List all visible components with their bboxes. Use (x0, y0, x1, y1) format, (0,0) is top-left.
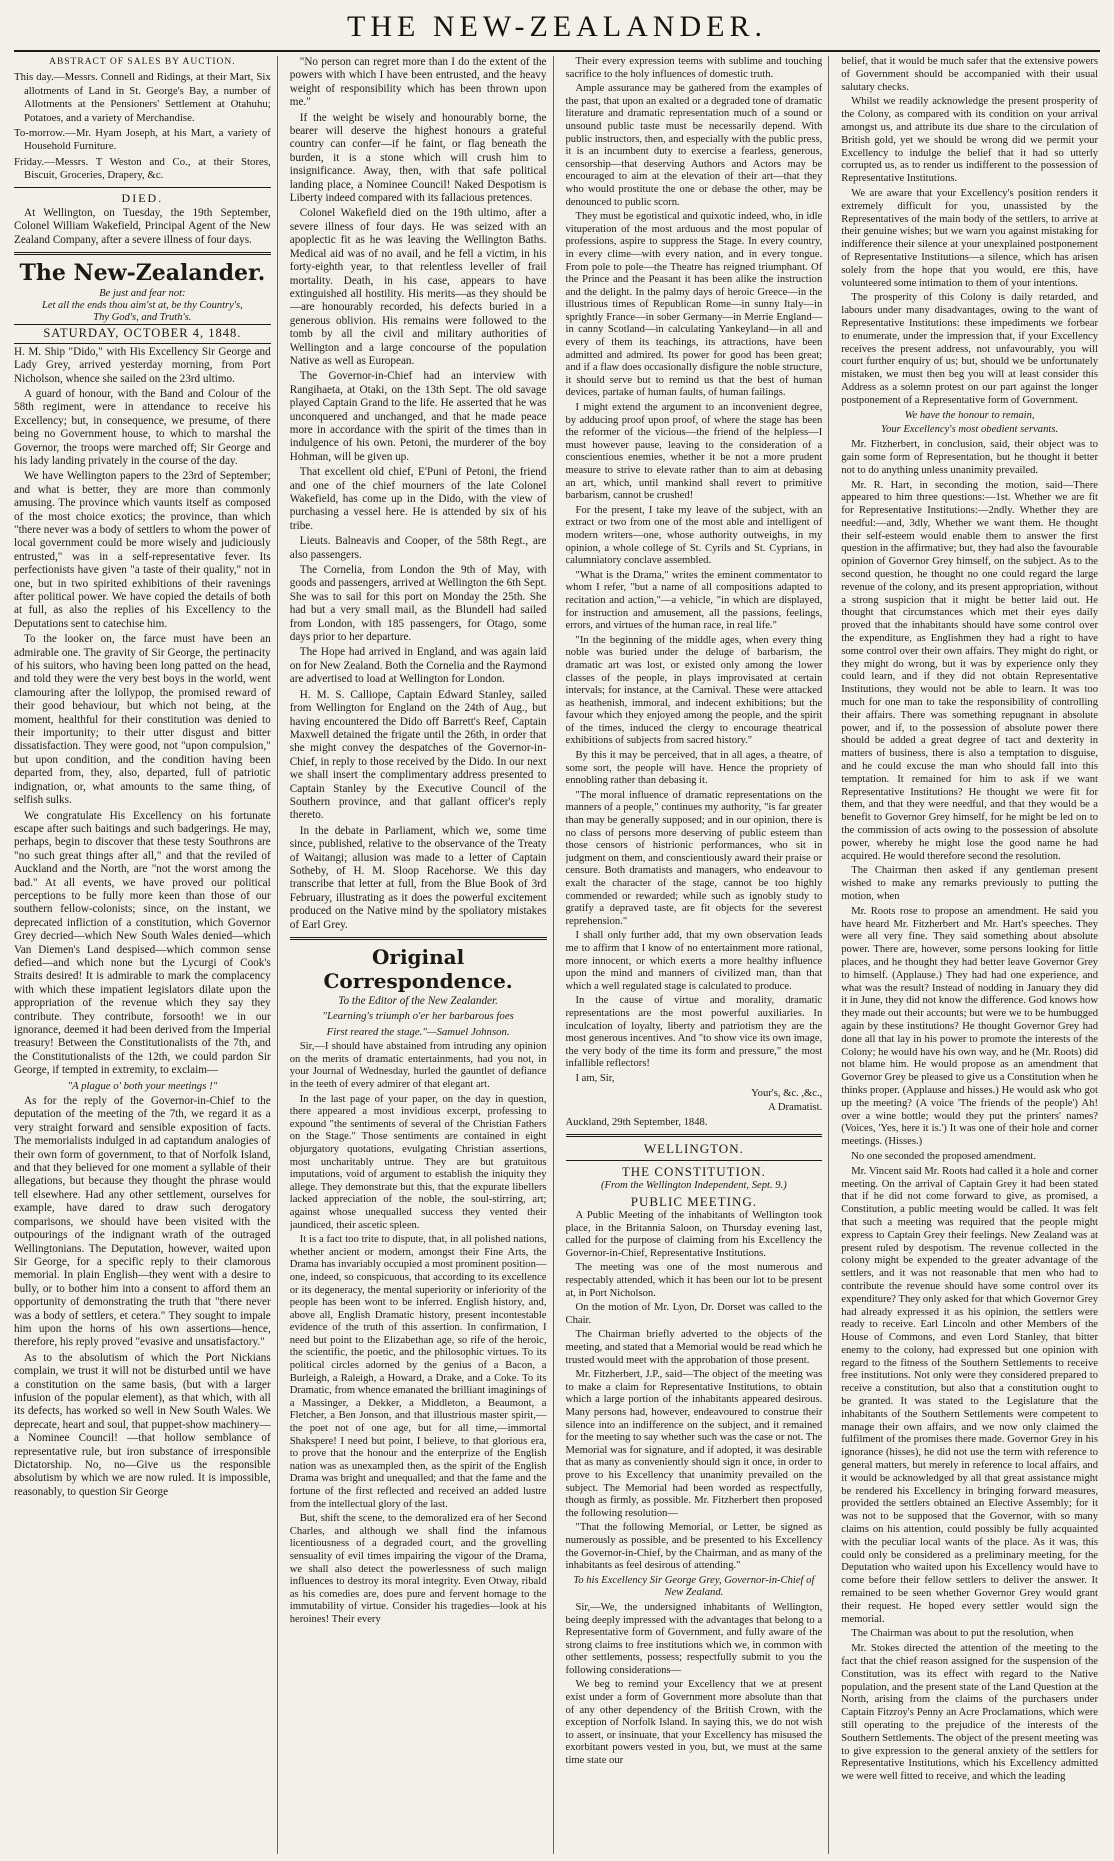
report-paragraph: No one seconded the proposed amendment. (851, 1150, 1036, 1162)
column-1 (14, 56, 278, 1854)
report-paragraph: The Chairman was about to put the resolution, when (851, 1628, 1074, 1640)
article-paragraph: The Governor-in-Chief had an interview with Rangihaeta, at Otaki, on the 13th Sept. The old savage played Captain Grand to the life. He asserted that he was unconquered and unchanged, and that he made peace more in accordance with the spirit of the times than in indulgence of his own. Petoni, the murderer of the boy Hohman, will be given up. (289, 370, 547, 463)
report-paragraph: Mr. Fitzherbert, J.P., said—The object of the meeting was to make a claim for Representative Institutions, to obtain which a large portion of the inhabitants appeared desirous. Many persons had, however, endeavoured to construe their silence into an indifference on the subject, and it remained for the meeting to say whether such was the case or not. The Memorial was for signature, and if adopted, it was desirable that as many as conveniently should sign it once, in order to prove to his Excellency that unanimity prevailed on the subject. The Memorial had been worded as respectfully, though as firmly, as possible. Mr. Fitzherbert then proposed the following resolution— (565, 1369, 823, 1519)
letter-paragraph: In the last page of your paper, on the day in question, there appeared a most invidious excerpt, professing to expound "the sentiments of several of the Christian Fathers on the Stage." Those sentiments are contained in eight objurgatory quotations, evulgating Christian assertions, most uncharitably untrue. They are but gratuitous imputations, void of argument to establish the iniquity they allege. They demonstrate but this, that the expurate libellers lacked appreciation of the noble, the soul-stirring, art; against whose unequalled success they vented their jaundiced, their ascetic spleen. (289, 1093, 547, 1231)
article-paragraph: That excellent old chief, E'Puni of Petoni, the friend and one of the chief mourners of the late Colonel Wakefield, has come up in the Dido, with the view of purchasing a vessel here. He is attended by six of his tribe. (289, 466, 547, 532)
article-paragraph: We have Wellington papers to the 23rd of September; and what is better, they are more than commonly amusing. The province which vaunts itself as composed of the most choice exotics; the province, than which "there never was a body of settlers to whom the power of local government could be more wisely and judiciously entrusted," was in a self-representative fever. Its perfectionists have given "a taste of their quality," not in one, but in two spirited exhibitions of their ravenings after political power. We have copied the details of both at full, as also the replies of his Excellency to the Deputations sent to catechise him. (14, 470, 271, 630)
divider (290, 937, 547, 940)
died-notice: At Wellington, on Tuesday, the 19th September, Colonel William Wakefield, Principal Agent of the New Zealand Company, after a severe illness of four days. (14, 207, 271, 246)
letter-paragraph: "In the beginning of the middle ages, when every thing noble was buried under the deluge of barbarism, the dramatic art was lost, or existed only among the lower classes of the people, in plays improvisated at certain intervals; for instance, at the Carnival. These were attacked as heathenish, immoral, and indecent exhibitions; but the favour which they enjoyed among the people, and the spirit of the times, induced the clergy to encourage theatrical exhibitions of subjects from sacred history." (565, 634, 823, 747)
wellington-heading: WELLINGTON. (643, 1141, 744, 1157)
quoted-line: "A plague o' both your meetings !" (67, 1079, 218, 1092)
article-paragraph: The Cornelia, from London the 9th of May, with goods and passengers, arrived at Wellington the 6th Sept. She was to sail for this port on Monday the 25th. She had but a very small mail, as the Blundell had sailed from London, with 185 passengers, for Otago, some days prior to her departure. (289, 564, 547, 644)
letter-paragraph: Sir,—I should have abstained from intruding any opinion on the merits of dramatic entertainments, had you not, in your Journal of Wednesday, hurled the gauntlet of defiance in the teeth of every admirer of that elegant art. (289, 1041, 547, 1090)
letter-closing: I am, Sir, (575, 1072, 615, 1084)
article-paragraph: To the looker on, the farce must have been an admirable one. The gravity of Sir George, the pertinacity of his suitors, who having been long patted on the head, and told they were the very best boys in the world, went clamouring after the lollypop, the promised reward of their good behaviour, but which not being, at the moment, healthful for their constitution was denied to their importunity; to their utter disgust and bitter dissatisfaction. They were good, not "upon compulsion," but upon condition, and the condition having been departed from, they, also, departed, full of patriotic indignation, or, what amounts to the same thing, of selfish sulks. (14, 633, 271, 807)
letter-paragraph: Ample assurance may be gathered from the examples of the past, that upon an exalted or a degraded tone of dramatic literature and dramatic representation much of a sound or unsound public taste must be necessarily depend. With public instructors, then, and especially with the public press, it is an incumbent duty to exercise a fearless, generous, censorship—that deserving Authors and Actors may be encouraged to aim at the elevation of their art—that they who would prostitute the one or debase the other, may be denounced to public scorn. (565, 83, 823, 208)
letter-paragraph: I might extend the argument to an inconvenient degree, by adducing proof upon proof, of where the stage has been the reformer of the vicious—the friend of the helpless—I must however pause, leaving to the consideration of a conscientious enemies, whether it be not a more prudent measure to strive to elevate rather than to aim at debasing an art, which, until mankind shall revert to primitive barbarism, cannot be crushed! (565, 402, 823, 502)
article-paragraph: H. M. S. Calliope, Captain Edward Stanley, sailed from Wellington for England on the 24th of Aug., but having encountered the Dido off Barrett's Reef, Captain Maxwell detained the frigate until the 26th, in order that she might convey the despatches of the Governor-in-Chief, in reply to those received by the Dido. In our next we shall insert the complimentary address presented to Captain Stanley by the Executive Council of the Southern province, and that gallant officer's reply thereto. (289, 688, 547, 822)
divider (566, 1160, 823, 1161)
masthead (0, 0, 1114, 56)
report-paragraph: The Chairman briefly adverted to the objects of the meeting, and stated that a Memorial would be read which he trusted would meet with the approbation of those present. (565, 1329, 823, 1366)
auction-item: This day.—Messrs. Connell and Ridings, at their Mart, Six allotments of Land in St. George's Bay, a number of Allotments at the Pensioners' Settlement at Otahuhu; Potatoes, and a variety of Merchandise. (14, 71, 271, 124)
letter-paragraph: They must be egotistical and quixotic indeed, who, in idle vituperation of the most arduous and the most popular of professions, aspire to suppress the Stage. In every country, in every clime—with every nation, and in every tongue. From pole to pole—the Theatre has reigned triumphant. Of the Prince and the Peasant it has been alike the instruction and the delight. In the palmy days of heroic Greece—in the illustrious times of Republican Rome—in sunny Italy—in sprightly France—in sober Germany—in Merrie England—in canny Scotland—in calculating Yankeyland—in all and every of them its teachings, its attractions, have been admitted and admired. Its power for good has been great; and if a flaw does occasionally disfigure the noble structure, it should serve but to remind us that the best of human devices, partake of human faults, of human failings. (565, 211, 823, 399)
letter-paragraph: But, shift the scene, to the demoralized era of her Second Charles, and although we shall find the infamous licentiousness of a degraded court, and the grovelling sensuality of evil times impairing the vigour of the Drama, we shall also detect the powerlessness of such malign influences to destroy its moral integrity. Even Otway, ribald as his comedies are, does pure and fervent homage to the immutability of virtue. Consider his tragedies—look at his heroines! Their every (289, 1513, 547, 1625)
report-paragraph: Mr. Fitzherbert, in conclusion, said, their object was to gain some form of Representation, but he thought it better not to do anything unless unanimity prevailed. (841, 439, 1098, 476)
masthead-rule (14, 50, 1100, 52)
report-paragraph: We are aware that your Excellency's position renders it extremely difficult for you, unassisted by the Representatives of the main body of the settlers, to arrive at their genuine wishes; but we warn you against mistaking for indifference their silence at your unexplained postponement of Representative Institutions—a silence, which has arisen solely from the hope that you would, ere this, have volunteered some intimation to them of your intentions. (841, 187, 1098, 289)
report-paragraph: The meeting was one of the most numerous and respectably attended, which it has been our lot to be present at, in Port Nicholson. (565, 1262, 823, 1299)
article-paragraph: The Hope had arrived in England, and was again laid on for New Zealand. Both the Cornelia and the Raymond are advertised to load at Wellington for London. (289, 646, 547, 686)
newspaper-title: THE NEW-ZEALANDER. (347, 10, 767, 43)
letter-paragraph: "What is the Drama," writes the eminent commentator to whom I refer, "but a name of all compositions adapted to recitation and action,"—a vehicle, "in which are displayed, for instruction and amusement, all the passions, feelings, errors, and virtues of the human race, in real life." (565, 569, 823, 632)
letter-signature: A Dramatist. (768, 1102, 823, 1114)
memorial-closing: Your Excellency's most obedient servants. (881, 424, 1059, 436)
article-paragraph: Lieuts. Balneavis and Cooper, of the 58th Regt., are also passengers. (289, 535, 547, 561)
report-paragraph: Mr. Roots rose to propose an amendment. He said you have heard Mr. Fitzherbert and Mr. Hart's speeches. They were all very fine. They said something about absolute power. There are, however, some persons looking for little places, and he thought they had better leave Governor Grey to himself. (Applause.) They had had one experience, and what was the result? Instead of nodding in January they did it in June, they did not know the difference. God knows how they made out their accounts; but were we to be humbugged again by these institutions? He thought Governor Grey had done all that lay in his power to promote the interests of the Colony; he would have his own way, and he (Mr. Roots) did not blame him. He would propose as an amendment that Governor Grey be pleased to give us a Constitution when he thinks proper. (Applause and hisses.) He would ask who got up the meeting? (A voice 'The friends of the people') Ah! over a wine bottle; would they put the printers' names? (Voices, 'Yes, here it is.') It was one of their hole and corner meetings. (Hisses.) (841, 905, 1098, 1148)
letter-paragraph: For the present, I take my leave of the subject, with an extract or two from one of the most able and intelligent of modern writers—one, whose authority outweighs, in my opinion, a whole college of St. Cyrils and St. Cyprians, in calumniatory conclave assembled. (565, 504, 823, 567)
column-3 (566, 56, 830, 1854)
report-paragraph: Mr. Stokes directed the attention of the meeting to the fact that the chief reason assigned for the suspension of the Constitution, was its effect with regard to the Native population, and the present state of the Land Question at the North, arising from the claims of the purchasers under Captain Fitzroy's Penny an Acre Proclamations, which were still operating to the prejudice of the interests of the Southern Settlements. The object of the present meeting was to give expression to the general anxiety of the settlers for Representative Institutions, which his Excellency admitted we were well fitted to receive, and which the leading (841, 1643, 1098, 1783)
article-paragraph: If the weight be wisely and honourably borne, the bearer will deserve the highest honours a grateful country can confer—if he faint, or flag beneath the burden, it is a stone which will crush him to insignificance. Away, then, with that safe political landing place, a Nominee Council! Naked Despotism is Liberty indeed compared with its fallacious pretences. (289, 111, 547, 205)
public-meeting-heading: PUBLIC MEETING. (630, 1193, 757, 1209)
letter-paragraph: "The moral influence of dramatic representations on the manners of a people," continues my authority, "is far greater than may be generally supposed; and in our opinion, there is no class of persons more deserving of public esteem than those censors of histrionic performances, who sit in judgment on them, and conscientiously award their praise or censure. Both dramatists and managers, who endeavour to exalt the character of the stage, cannot be too highly commended or rewarded; while such as ignobly study to gratify a depraved taste, are fit objects for the severest reprehension." (565, 789, 823, 927)
letter-paragraph: It is a fact too trite to dispute, that, in all polished nations, whether ancient or modern, amongst their Fine Arts, the Drama has invariably occupied a most prominent position—one, indeed, so conspicuous, that according to its excellence or its degeneracy, the mental superiority or inferiority of the people has been wont to be inferred. English history, and, above all, English Dramatic history, present incontestable evidence of the truth of this assertion. In confirmation, I need but point to the Elizabethan age, so rife of the heroic, the scientific, the poetic, and the philosophic virtues. To its political circles adorned by the genius of a Bacon, a Burleigh, a Raleigh, a Howard, a Drake, and a Coke. To its Dramatic, from whence emanated the brilliant imaginings of a Massinger, a Dekker, a Middleton, a Beaumont, a Fletcher, a Ben Jonson, and that illustrious master spirit,—the poet not of one age, but for all time,—immortal Shakspere! I need but point, I believe, to that glorious era, to prove that the honour and the enterprize of the English nation was as unexampled then, as the spirit of the English Drama was bright and unequalled; and that the fame and the fortune of the first reflected and received an added lustre from the intellectual glory of the last. (289, 1234, 547, 1510)
report-paragraph: We beg to remind your Excellency that we at present exist under a form of Government more absolute than that of any other dependency of the British Crown, with the exception of Norfolk Island. In saying this, we do not wish to assert, or insinuate, that your Excellency has misused the exorbitant powers vested in you, but, we must at the same time state our (565, 1679, 823, 1767)
correspondence-heading: Original Correspondence. (323, 945, 513, 993)
article-paragraph: As to the absolutism of which the Port Nickians complain, we trust it will not be disturbed until we have a constitution on the same basis, (but with a larger infusion of the popular element), as that which, with all its defects, has worked so well in New South Wales. We deprecate, heart and soul, that puppet-show machinery—a Nominee Council! —that hollow semblance of representative rule, but iron substance of irresponsible Dictatorship. No, no—Give us the responsible absolutism by which we are now ruled. It is impossible, reasonably, to question Sir George (14, 1351, 271, 1498)
article-paragraph: In the debate in Parliament, which we, some time since, published, relative to the observance of the Treaty of Waitangi; allusion was made to a letter of Captain Sotheby, of H. M. Sloop Racehorse. We this day transcribe that letter at full, from the Blue Book of 3rd February, illustrating as it does the powerful excitement produced on the Native mind by the spoliatory mistakes of Earl Grey. (289, 824, 547, 931)
letter-signoff: Your's, &c. ,&c., (751, 1087, 823, 1099)
article-paragraph: We congratulate His Excellency on his fortunate escape after such baitings and such badgerings. He may, perhaps, begin to discover that these testy Southrons are "no such great things after all," and that the reviled of Auckland and the North, are "not the worst among the bad." At all events, we have proved our political perceptions to be fully more keen than those of our southern fellow-colonists; since, on the instant, we deprecated infliction of a constitution, which Governor Grey decried—which New South Wales denied—which Van Diemen's Land despised—which common sense defied—and which none but the Lycurgi of Cook's Straits desired! It is admirable to mark the complacency with which these impatient legislators dilate upon the appropriation of the revenue which they say they contribute. They contribute, forsooth! we in our ignorance, deemed it had been derived from the Imperial treasury! Between the Constitutionalists of the 7th, and the Constitutionalists of the 12th, we could pardon Sir George, if tempted in extremity, to exclaim— (14, 809, 271, 1077)
article-source: (From the Wellington Independent, Sept. 9.) (601, 1180, 787, 1192)
epigraph-line: First reared the stage."—Samuel Johnson. (326, 1025, 510, 1038)
page-columns (14, 56, 1104, 1854)
report-paragraph: belief, that it would be much safer that the extensive powers of Government should be accompanied with their usual salutary checks. (841, 56, 1098, 93)
paper-name: The New-Zealander. (19, 260, 266, 287)
article-paragraph: A guard of honour, with the Band and Colour of the 58th regiment, were in attendance to receive his Excellency; but, in consequence, we presume, of there being no Government house, to which to marshal the Governor, the troops were marched off; Sir George and his lady landing privately in the course of the day. (14, 387, 271, 467)
report-paragraph: On the motion of Mr. Lyon, Dr. Dorset was called to the Chair. (565, 1302, 823, 1326)
letter-paragraph: Their every expression teems with sublime and touching sacrifice to the holy influences of domestic truth. (565, 56, 823, 80)
column-4 (841, 56, 1104, 1854)
motto-line: Be just and fear not: (99, 288, 186, 300)
constitution-heading: THE CONSTITUTION. (621, 1163, 766, 1179)
article-paragraph: Colonel Wakefield died on the 19th ultimo, after a severe illness of four days. He was seized with an apoplectic fit as he was leaving the Wellington Baths. Medical aid was of no avail, and he fell a victim, in his forty-eighth year, to that relentless leveller of frail mortality. Death, in his case, appears to have extinguished all hostility. His merits—as they should be—are honourably recorded, his defects buried in a generous oblivion. His remains were followed to the tomb by all the civil and military authorities of Wellington and a large concourse of the population Native as well as European. (289, 207, 547, 367)
divider (566, 1134, 823, 1137)
article-paragraph: As for the reply of the Governor-in-Chief to the deputation of the meeting of the 7th, we regard it as a very straight forward and sensible exposition of facts. The memorialists indulged in ad captandum analogies of their own form of government, to that of Norfolk Island, and that they believed for one moment a syllable of their allegations, but because they thought the phrase would tell elsewhere. Had any other settlement, ourselves for example, have dared to draw such derogatory comparisons, we should have been visited with the outpourings of the indignant wrath of the outraged Wellingtonians. The Deputation, however, waited upon Sir George, for a specific reply to their clamorous memorial. In plain English—they went with a desire to bully, or to bother him into a consent to afford them an opportunity of demonstrating the truth that "there never was a body of settlers, et cetera." They sought to impale him upon the horns of his own assertions—hence, therefore, his reply proved "evasive and unsatisfactory." (14, 1095, 271, 1349)
divider (14, 252, 271, 255)
article-paragraph: "No person can regret more than I do the extent of the powers with which I have been entrusted, and the heavy weight of responsibility which has been thrown upon me." (289, 56, 547, 109)
divider (14, 187, 271, 188)
motto-line: Thy God's, and Truth's. (93, 312, 192, 324)
letter-paragraph: By this it may be perceived, that in all ages, a theatre, of some sort, the people will have. Hence the propriety of ennobling rather than debasing it. (565, 750, 823, 787)
died-heading: DIED. (121, 190, 164, 205)
report-paragraph: Sir,—We, the undersigned inhabitants of Wellington, being deeply impressed with the advantages that belong to a Representative form of Government, and fully aware of the strong claims to free institutions which we, in common with other settlements, possess; respectfully submit to you the following considerations— (565, 1601, 823, 1676)
report-paragraph: Mr. Vincent said Mr. Roots had called it a hole and corner meeting. On the arrival of Captain Grey it had been stated that if he did not come forward to give, as promised, a Constitution, a public meeting would be called. It was felt that such a meeting was required that the people might express to Captain Grey their feelings. New Zealand was at present ruled by despotism. The revenue collected in the colony might be expended to the greater advantage of the settlers, and it was not reasonable that men who had to contribute the revenue should have some control over its expenditure? They only asked for that which Governor Grey had already expressed it as his opinion, the settlers were ready to receive. Earl Lincoln and other Members of the House of Commons, and even Lord Stanley, that bitter enemy to the colony, had expressed but one opinion with regard to the fitness of the Southern Settlements to receive free institutions. Not only were they considered prepared to receive a constitution, but also that a constitution ought to be granted. It was stated to the Legislature that the inhabitants of the Southern Settlements were competent to manage their own affairs, and we now only claimed the fulfilment of the promises there made. Governor Grey in his ignorance (hisses), he did not use the term with reference to general matters, but merely in reference to local affairs, and it would be acknowledged by all that great assistance might be rendered his Excellency in bringing forward measures, provided the settlers obtained an Elective Assembly; for it was not to be supposed that the Governor, with so many claims on his attention, could possibly be fully acquainted with the peculiar local wants of the place. As it was, this could only be considered as a preliminary meeting, for the Deputation who waited upon his Excellency would have to come before their fellow settlers to deliver the answer. It remained to be seen whether Governor Grey would grant their request. He hoped every settler would sign the memorial. (841, 1165, 1098, 1625)
report-paragraph: The prosperity of this Colony is daily retarded, and labours under many disadvantages, owing to the want of Representative Institutions: these impediments we forbear to enumerate, under the impression that, if your Excellency receives the present address, not unfavourably, you will court further enquiry of us; but, should we be unfortunately mistaken, we must then beg you will at least consider this Address as a solemn protest on our part against the longer postponement of a Representative form of Government. (841, 292, 1098, 406)
letter-paragraph: I shall only further add, that my own observation leads me to affirm that I know of no entertainment more rational, more innocent, or which exerts a more healthy influence upon the mind and manners of civilized man, than that which a well regulated stage is calculated to produce. (565, 930, 823, 992)
auction-item: Friday.—Messrs. T Weston and Co., at their Stores, Biscuit, Groceries, Drapery, &c. (14, 155, 271, 182)
correspondence-addressee: To the Editor of the New Zealander. (338, 995, 498, 1007)
epigraph-line: "Learning's triumph o'er her barbarous foes (322, 1010, 514, 1023)
issue-dateline: SATURDAY, OCTOBER 4, 1848. (14, 324, 271, 343)
auction-item: To-morrow.—Mr. Hyam Joseph, at his Mart, a variety of Household Furniture. (14, 127, 271, 153)
memorial-closing: We have the honour to remain, (904, 409, 1035, 421)
letter-date: Auckland, 29th September, 1848. (565, 1116, 708, 1128)
report-paragraph: Mr. R. Hart, in seconding the motion, said—There appeared to him three questions:—1st. Whether we are fit for Representative Institutions:—2ndly. Whether they are needful:—and, 3dly, Whether we want them. He thought their self-esteem would enable them to answer the first question in the affirmative; but, they had also the favourable opinion of Governor Grey himself, on the subject. As to the second question, he thought no one could regard the large revenue of the colony, and its present appropriation, without a strong suspicion that it might be better laid out. He thought that circumstances which met their eyes daily proved that the inhabitants should have some control over the expenditure, as Englishmen they had a right to have some control over their own affairs. They might do right, or they might do wrong, but it was by experience only they could learn, and if they did not obtain Representative Institutions, they would not be able to learn. It was too much for one man to take the responsibility of controlling their affairs. There was something repugnant in absolute power, and if, to the possession of absolute power there should be added a great degree of tact and dexterity in matters of business, there is also a temptation to disguise, and he could excuse the man who should fall into this temptation. It remained for him to ask if we want Representative Institutions? He thought we were fit for them, and that they were needful, and that they would be a benefit to Governor Grey himself, for he might be led on to the commission of acts owing to the possession of absolute power, whereby he might lose the good name he had acquired. He would therefore second the resolution. (841, 479, 1098, 862)
article-paragraph: H. M. Ship "Dido," with His Excellency Sir George and Lady Grey, arrived yesterday morning, from Port Nicholson, whence she sailed on the 23rd ultimo. (14, 345, 271, 385)
report-paragraph: The Chairman then asked if any gentleman present wished to make any remarks previously to putting the motion, when (841, 865, 1098, 902)
report-paragraph: "That the following Memorial, or Letter, be signed as numerously as possible, and be presented to his Excellency the Governor-in-Chief, by the Chairman, and as many of the inhabitants as feel desirous of attending." (565, 1522, 823, 1572)
memorial-addressee: To his Excellency Sir George Grey, Governor-in-Chief of New Zealand. (573, 1574, 815, 1599)
motto-line: Let all the ends thou aim'st at, be thy Country's, (41, 300, 243, 312)
letter-paragraph: In the cause of virtue and morality, dramatic representations are the most powerful auxiliaries. In inculcation of loyalty, liberty and patriotism they are the most generous incentives. And "to show vice its own image, the very body of the time its form and pressure," the most infallible reflectors! (565, 995, 823, 1070)
column-2 (290, 56, 554, 1854)
report-paragraph: A Public Meeting of the inhabitants of Wellington took place, in the Britannia Saloon, on Thursday evening last, called for the purpose of claiming from his Excellency the Governor-in-Chief, Representative Institutions. (565, 1210, 823, 1259)
report-paragraph: Whilst we readily acknowledge the present prosperity of the Colony, as compared with its condition on your arrival amongst us, and attribute its due share to the circulation of British gold, yet we should be wrong did we permit your Excellency to indulge the belief that it had so utterly corrupted us, as to render us indifferent to the possession of Representative Institutions. (841, 96, 1098, 185)
auction-heading: ABSTRACT OF SALES BY AUCTION. (49, 57, 236, 67)
